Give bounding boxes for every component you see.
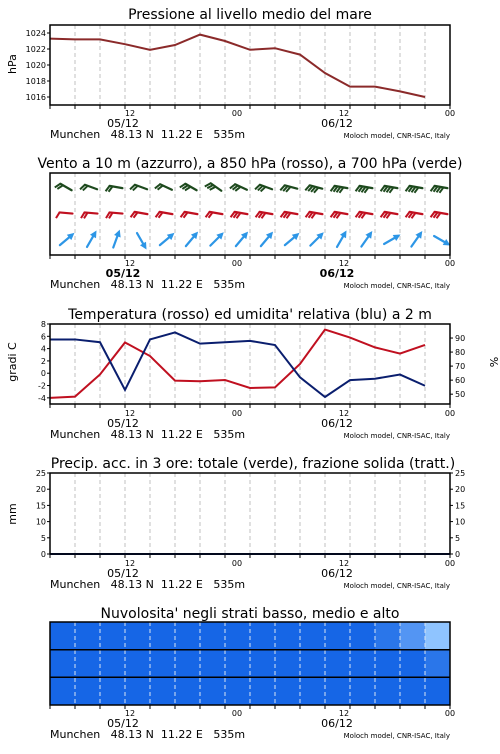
cloud-tick-12a: 12 — [124, 709, 136, 718]
y-tick-label: 25 — [35, 469, 46, 478]
pressure-credit: Moloch model, CNR-ISAC, Italy — [343, 132, 450, 140]
y-tick-label: 20 — [455, 485, 466, 495]
precip-panel — [6, 456, 465, 591]
wind-barb-850 — [231, 212, 248, 218]
wind-barb-10m — [137, 233, 147, 249]
temperature-tick-00a: 00 — [231, 409, 243, 418]
cloud-date-2: 06/12 — [321, 717, 353, 730]
cloud-cell — [400, 677, 426, 705]
y-tick-label: 5 — [40, 533, 46, 543]
pressure-tick-00a: 00 — [231, 109, 243, 118]
y-tick-label: 1020 — [25, 61, 46, 70]
cloud-tick-00a: 00 — [231, 709, 243, 718]
wind-barb-10m — [310, 232, 323, 245]
cloud-cell — [150, 650, 176, 678]
temperature-tick-00b: 00 — [444, 409, 456, 418]
cloud-cell — [275, 622, 301, 650]
cloud-cell — [400, 650, 426, 678]
wind-barb-10m — [337, 230, 347, 246]
y-tick-label: 15 — [35, 501, 46, 511]
humidity-line — [50, 332, 425, 397]
precip-y-axis-label: mm — [6, 503, 19, 525]
cloud-cell — [250, 677, 276, 705]
pressure-line — [50, 35, 425, 97]
cloud-cell — [275, 650, 301, 678]
wind-barb-850 — [156, 212, 173, 218]
wind-barb-700 — [130, 185, 147, 191]
cloud-cell — [200, 677, 226, 705]
wind-barb-850 — [206, 212, 223, 218]
wind-barb-10m — [411, 231, 422, 247]
wind-barb-10m — [160, 233, 175, 245]
wind-barb-850 — [306, 212, 323, 218]
wind-barb-850 — [331, 212, 348, 218]
y-tick-label: 15 — [455, 501, 466, 511]
wind-barb-700 — [331, 186, 348, 193]
y-tick-label: 1018 — [25, 77, 46, 86]
wind-barb-10m — [261, 232, 273, 247]
pressure-date-1: 05/12 — [107, 117, 139, 130]
pressure-tick-00b: 00 — [444, 109, 456, 118]
wind-barb-10m — [434, 236, 450, 246]
temperature-frame — [50, 324, 450, 404]
cloud-cell — [125, 622, 151, 650]
cloud-cell — [300, 622, 326, 650]
wind-barb-700 — [106, 186, 123, 192]
humidity-y-ticks — [450, 334, 465, 399]
y-tick-label: 10 — [35, 517, 46, 527]
cloud-cell — [50, 677, 76, 705]
wind-barb-850 — [256, 212, 273, 218]
wind-barb-700 — [356, 186, 373, 193]
wind-barb-10m — [210, 232, 223, 245]
cloud-cell — [375, 622, 401, 650]
cloud-credit: Moloch model, CNR-ISAC, Italy — [343, 732, 450, 740]
precip-frame — [50, 473, 450, 554]
wind-barb-850 — [181, 212, 198, 218]
temperature-x-ticks — [125, 409, 455, 418]
humidity-y-axis-label: % — [487, 356, 500, 368]
precip-y-ticks-right — [450, 469, 465, 559]
cloud-cell — [75, 650, 101, 678]
wind-tick-12a: 12 — [124, 259, 136, 268]
cloud-cell — [250, 650, 276, 678]
cloud-cell — [350, 622, 376, 650]
wind-barb-850 — [106, 212, 122, 218]
cloud-cell — [400, 622, 426, 650]
y-tick-label: 25 — [455, 469, 466, 478]
cloud-cell — [200, 650, 226, 678]
temperature-line — [50, 330, 425, 398]
cloud-cell — [325, 650, 351, 678]
cloud-cell — [350, 677, 376, 705]
y-tick-label: 5 — [455, 533, 461, 543]
wind-barb-10m — [384, 235, 400, 245]
wind-tick-12b: 12 — [338, 259, 350, 268]
precip-x-ticks — [125, 559, 455, 568]
cloud-cell — [75, 677, 101, 705]
precip-date-2: 06/12 — [321, 567, 353, 580]
y-tick-label: 80 — [455, 348, 466, 358]
wind-barb-700 — [406, 186, 423, 193]
cloud-cell — [325, 622, 351, 650]
wind-barb-700 — [180, 184, 197, 191]
wind-barb-10m — [60, 233, 75, 245]
cloud-cell — [175, 650, 201, 678]
cloud-cell — [250, 622, 276, 650]
pressure-x-ticks — [125, 109, 455, 118]
cloud-cell — [375, 650, 401, 678]
cloud-cell — [275, 677, 301, 705]
pressure-title: Pressione al livello medio del mare — [128, 7, 372, 23]
wind-barb-700 — [230, 184, 247, 191]
y-tick-label: 1024 — [25, 29, 46, 38]
cloud-title: Nuvolosita' negli strati basso, medio e alto — [100, 606, 400, 622]
y-tick-label: 10 — [455, 517, 466, 527]
temperature-title: Temperatura (rosso) ed umidita' relativa (blu) a 2 m — [68, 307, 432, 323]
precip-credit: Moloch model, CNR-ISAC, Italy — [343, 582, 450, 590]
y-tick-label: 60 — [455, 376, 466, 386]
temperature-vgrid — [50, 324, 450, 408]
wind-barb-10m — [87, 230, 97, 246]
wind-tick-00b: 00 — [444, 259, 456, 268]
cloud-cell — [75, 622, 101, 650]
wind-barb-700 — [431, 186, 448, 193]
cloud-tick-00b: 00 — [444, 709, 456, 718]
y-tick-label: 6 — [40, 332, 46, 342]
y-tick-label: 50 — [455, 390, 466, 400]
wind-barb-850 — [406, 212, 423, 218]
cloud-cell — [350, 650, 376, 678]
wind-barb-850 — [431, 212, 448, 218]
cloud-cell — [425, 622, 451, 650]
y-tick-label: 0 — [455, 550, 461, 559]
wind-barb-700 — [205, 183, 222, 190]
y-tick-label: 1016 — [25, 93, 46, 102]
wind-date-2: 06/12 — [319, 267, 355, 280]
precip-tick-00b: 00 — [444, 559, 456, 568]
y-tick-label: -4 — [38, 393, 46, 403]
wind-barb-10m — [361, 231, 372, 247]
wind-barb-10m — [186, 232, 198, 247]
cloud-cell — [150, 677, 176, 705]
wind-credit: Moloch model, CNR-ISAC, Italy — [343, 282, 450, 290]
barb-shaft — [60, 212, 73, 213]
temperature-date-2: 06/12 — [321, 417, 353, 430]
cloud-cell — [50, 622, 76, 650]
wind-barbs — [55, 183, 451, 249]
y-tick-label: 8 — [40, 320, 46, 329]
cloud-cell — [300, 677, 326, 705]
pressure-tick-12a: 12 — [124, 109, 136, 118]
cloud-cell — [175, 677, 201, 705]
wind-barb-10m — [113, 230, 120, 248]
wind-station: Munchen 48.13 N 11.22 E 535m — [50, 278, 246, 291]
cloud-cell — [425, 650, 451, 678]
temperature-y-ticks — [38, 320, 50, 403]
pressure-frame — [50, 25, 450, 105]
temperature-station: Munchen 48.13 N 11.22 E 535m — [50, 428, 246, 441]
pressure-tick-12b: 12 — [338, 109, 350, 118]
wind-barb-700 — [155, 184, 172, 189]
cloud-cell — [325, 677, 351, 705]
temperature-tick-12b: 12 — [338, 409, 350, 418]
y-tick-label: 70 — [455, 362, 466, 372]
wind-title: Vento a 10 m (azzurro), a 850 hPa (rosso), a 700 hPa (verde) — [37, 156, 463, 172]
cloud-panel — [50, 606, 455, 741]
wind-panel — [37, 156, 462, 291]
pressure-station: Munchen 48.13 N 11.22 E 535m — [50, 128, 246, 141]
wind-barb-850 — [56, 212, 72, 218]
wind-barb-850 — [356, 212, 373, 218]
wind-barb-700 — [381, 186, 398, 193]
cloud-cell — [100, 622, 126, 650]
wind-barb-700 — [305, 185, 322, 192]
wind-barb-700 — [280, 185, 297, 192]
cloud-cell — [200, 622, 226, 650]
cloud-tick-12b: 12 — [338, 709, 350, 718]
wind-barb-700 — [55, 184, 72, 191]
wind-barb-700 — [255, 185, 272, 192]
cloud-cell — [225, 650, 251, 678]
cloud-cell — [225, 622, 251, 650]
temperature-panel — [6, 307, 500, 441]
precip-tick-00a: 00 — [231, 559, 243, 568]
cloud-cell — [175, 622, 201, 650]
wind-barb-850 — [131, 212, 148, 218]
precip-date-1: 05/12 — [107, 567, 139, 580]
pressure-date-2: 06/12 — [321, 117, 353, 130]
cloud-cell — [125, 677, 151, 705]
temperature-y-axis-label: gradi C — [6, 342, 19, 382]
wind-barb-10m — [236, 232, 248, 247]
pressure-y-ticks — [26, 29, 50, 102]
cloud-cell — [100, 650, 126, 678]
pressure-vgrid — [50, 25, 450, 109]
y-tick-label: -2 — [38, 381, 46, 391]
precip-vgrid — [50, 473, 450, 558]
pressure-panel — [6, 7, 455, 141]
precip-title: Precip. acc. in 3 ore: totale (verde), frazione solida (tratt.) — [50, 456, 456, 472]
wind-x-ticks — [125, 259, 455, 268]
cloud-cell — [50, 650, 76, 678]
cloud-cell — [375, 677, 401, 705]
precip-y-ticks — [36, 469, 50, 559]
y-tick-label: 2 — [40, 356, 46, 366]
cloud-cell — [100, 677, 126, 705]
precip-station: Munchen 48.13 N 11.22 E 535m — [50, 578, 246, 591]
wind-tick-00a: 00 — [231, 259, 243, 268]
wind-barb-850 — [81, 212, 97, 218]
y-tick-label: 0 — [40, 550, 46, 559]
y-tick-label: 20 — [35, 485, 46, 495]
precip-tick-12a: 12 — [124, 559, 136, 568]
temperature-tick-12a: 12 — [124, 409, 136, 418]
wind-date-1: 05/12 — [105, 267, 141, 280]
y-tick-label: 1022 — [25, 45, 46, 54]
cloud-date-1: 05/12 — [107, 717, 139, 730]
precip-tick-12b: 12 — [338, 559, 350, 568]
cloud-cell — [125, 650, 151, 678]
cloud-cell — [225, 677, 251, 705]
pressure-y-axis-label: hPa — [6, 54, 19, 74]
y-tick-label: 90 — [455, 334, 466, 344]
wind-barb-850 — [381, 212, 398, 218]
cloud-cell — [425, 677, 451, 705]
wind-barb-10m — [285, 233, 300, 245]
y-tick-label: 0 — [40, 369, 46, 379]
temperature-credit: Moloch model, CNR-ISAC, Italy — [343, 432, 450, 440]
wind-barb-850 — [281, 212, 298, 218]
barb-feather — [56, 212, 60, 218]
wind-barb-700 — [80, 185, 97, 191]
temperature-date-1: 05/12 — [107, 417, 139, 430]
cloud-cell — [150, 622, 176, 650]
cloud-cell — [300, 650, 326, 678]
cloud-x-ticks — [125, 709, 455, 718]
y-tick-label: 4 — [40, 344, 46, 354]
cloud-station: Munchen 48.13 N 11.22 E 535m — [50, 728, 246, 741]
